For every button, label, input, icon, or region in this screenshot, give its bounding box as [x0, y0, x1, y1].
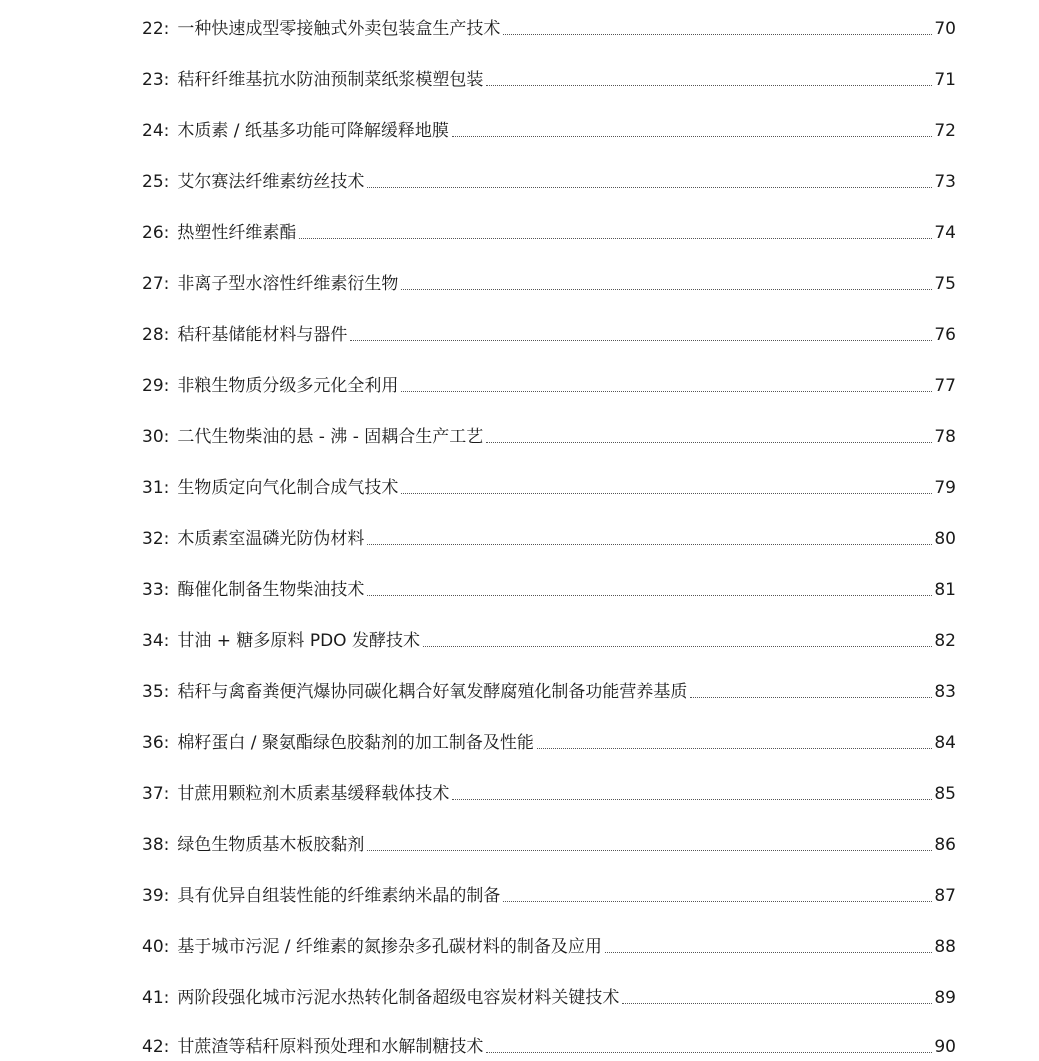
toc-entry[interactable]: [142, 214, 956, 244]
entry-page-number: 74: [934, 223, 956, 243]
entry-title: 非粮生物质分级多元化全利用: [177, 376, 399, 396]
toc-entry[interactable]: [142, 979, 956, 1009]
entry-title: 木质素室温磷光防伪材料: [177, 529, 365, 549]
dotted-leader: [367, 850, 932, 851]
dotted-leader: [299, 238, 932, 239]
entry-page-number: 75: [934, 274, 956, 294]
entry-number: 32:: [142, 529, 170, 549]
entry-title: 两阶段强化城市污泥水热转化制备超级电容炭材料关键技术: [177, 988, 620, 1008]
toc-entry[interactable]: [142, 316, 956, 346]
entry-page-number: 76: [934, 325, 956, 345]
dotted-leader: [367, 544, 932, 545]
dotted-leader: [486, 85, 932, 86]
entry-page-number: 88: [934, 937, 956, 957]
entry-number: 25:: [142, 172, 170, 192]
entry-number: 29:: [142, 376, 170, 396]
toc-entry[interactable]: [142, 928, 956, 958]
entry-number: 39:: [142, 886, 170, 906]
entry-title: 甘蔗用颗粒剂木质素基缓释载体技术: [177, 784, 450, 804]
entry-page-number: 81: [934, 580, 956, 600]
toc-entry[interactable]: [142, 826, 956, 856]
entry-title: 秸秆与禽畜粪便汽爆协同碳化耦合好氧发酵腐殖化制备功能营养基质: [177, 682, 688, 702]
dotted-leader: [452, 136, 932, 137]
entry-number: 34:: [142, 631, 170, 651]
entry-title: 生物质定向气化制合成气技术: [177, 478, 399, 498]
entry-page-number: 90: [934, 1037, 956, 1057]
entry-number: 42:: [142, 1037, 170, 1057]
entry-title: 非离子型水溶性纤维素衍生物: [177, 274, 399, 294]
dotted-leader: [401, 391, 932, 392]
entry-page-number: 84: [934, 733, 956, 753]
dotted-leader: [503, 34, 932, 35]
entry-number: 28:: [142, 325, 170, 345]
toc-entry[interactable]: [142, 724, 956, 754]
entry-number: 26:: [142, 223, 170, 243]
toc-entry[interactable]: [142, 877, 956, 907]
entry-number: 24:: [142, 121, 170, 141]
entry-page-number: 70: [934, 19, 956, 39]
entry-title: 艾尔赛法纤维素纺丝技术: [177, 172, 365, 192]
entry-title: 棉籽蛋白 / 聚氨酯绿色胶黏剂的加工制备及性能: [177, 733, 534, 753]
toc-entry[interactable]: [142, 469, 956, 499]
entry-page-number: 77: [934, 376, 956, 396]
dotted-leader: [401, 289, 932, 290]
toc-entry[interactable]: [142, 418, 956, 448]
entry-page-number: 71: [934, 70, 956, 90]
entry-page-number: 72: [934, 121, 956, 141]
toc-entry[interactable]: [142, 367, 956, 397]
entry-title: 秸秆基储能材料与器件: [177, 325, 348, 345]
entry-number: 27:: [142, 274, 170, 294]
entry-title: 基于城市污泥 / 纤维素的氮掺杂多孔碳材料的制备及应用: [177, 937, 602, 957]
entry-title: 木质素 / 纸基多功能可降解缓释地膜: [177, 121, 449, 141]
entry-number: 30:: [142, 427, 170, 447]
entry-title: 酶催化制备生物柴油技术: [177, 580, 365, 600]
dotted-leader: [350, 340, 932, 341]
toc-entry[interactable]: [142, 112, 956, 142]
entry-page-number: 82: [934, 631, 956, 651]
entry-number: 40:: [142, 937, 170, 957]
dotted-leader: [503, 901, 932, 902]
dotted-leader: [367, 595, 932, 596]
dotted-leader: [605, 952, 932, 953]
entry-number: 35:: [142, 682, 170, 702]
entry-page-number: 79: [934, 478, 956, 498]
entry-page-number: 86: [934, 835, 956, 855]
dotted-leader: [486, 442, 932, 443]
dotted-leader: [367, 187, 932, 188]
dotted-leader: [486, 1052, 932, 1053]
toc-entry[interactable]: [142, 10, 956, 40]
entry-number: 41:: [142, 988, 170, 1008]
entry-page-number: 87: [934, 886, 956, 906]
entry-title: 甘蔗渣等秸秆原料预处理和水解制糖技术: [177, 1037, 484, 1057]
entry-number: 22:: [142, 19, 170, 39]
entry-number: 37:: [142, 784, 170, 804]
toc-entry[interactable]: [142, 673, 956, 703]
dotted-leader: [690, 697, 932, 698]
entry-title: 秸秆纤维基抗水防油预制菜纸浆模塑包装: [177, 70, 484, 90]
toc-entry[interactable]: [142, 1028, 956, 1058]
entry-title: 具有优异自组装性能的纤维素纳米晶的制备: [177, 886, 501, 906]
entry-page-number: 78: [934, 427, 956, 447]
toc-entry[interactable]: [142, 61, 956, 91]
entry-page-number: 85: [934, 784, 956, 804]
entry-number: 23:: [142, 70, 170, 90]
entry-number: 38:: [142, 835, 170, 855]
toc-entry[interactable]: [142, 622, 956, 652]
entry-number: 33:: [142, 580, 170, 600]
entry-page-number: 73: [934, 172, 956, 192]
entry-page-number: 83: [934, 682, 956, 702]
entry-page-number: 89: [934, 988, 956, 1008]
entry-title: 甘油 + 糖多原料 PDO 发酵技术: [177, 631, 420, 651]
entry-title: 一种快速成型零接触式外卖包装盒生产技术: [177, 19, 501, 39]
toc-entry[interactable]: [142, 775, 956, 805]
toc-entry[interactable]: [142, 571, 956, 601]
toc-entry[interactable]: [142, 520, 956, 550]
entry-number: 36:: [142, 733, 170, 753]
entry-title: 二代生物柴油的悬 - 沸 - 固耦合生产工艺: [177, 427, 484, 447]
dotted-leader: [452, 799, 932, 800]
toc-entry[interactable]: [142, 163, 956, 193]
entry-title: 热塑性纤维素酯: [177, 223, 297, 243]
entry-title: 绿色生物质基木板胶黏剂: [177, 835, 365, 855]
entry-page-number: 80: [934, 529, 956, 549]
dotted-leader: [537, 748, 932, 749]
dotted-leader: [423, 646, 932, 647]
dotted-leader: [622, 1003, 932, 1004]
toc-entry[interactable]: [142, 265, 956, 295]
entry-number: 31:: [142, 478, 170, 498]
dotted-leader: [401, 493, 932, 494]
